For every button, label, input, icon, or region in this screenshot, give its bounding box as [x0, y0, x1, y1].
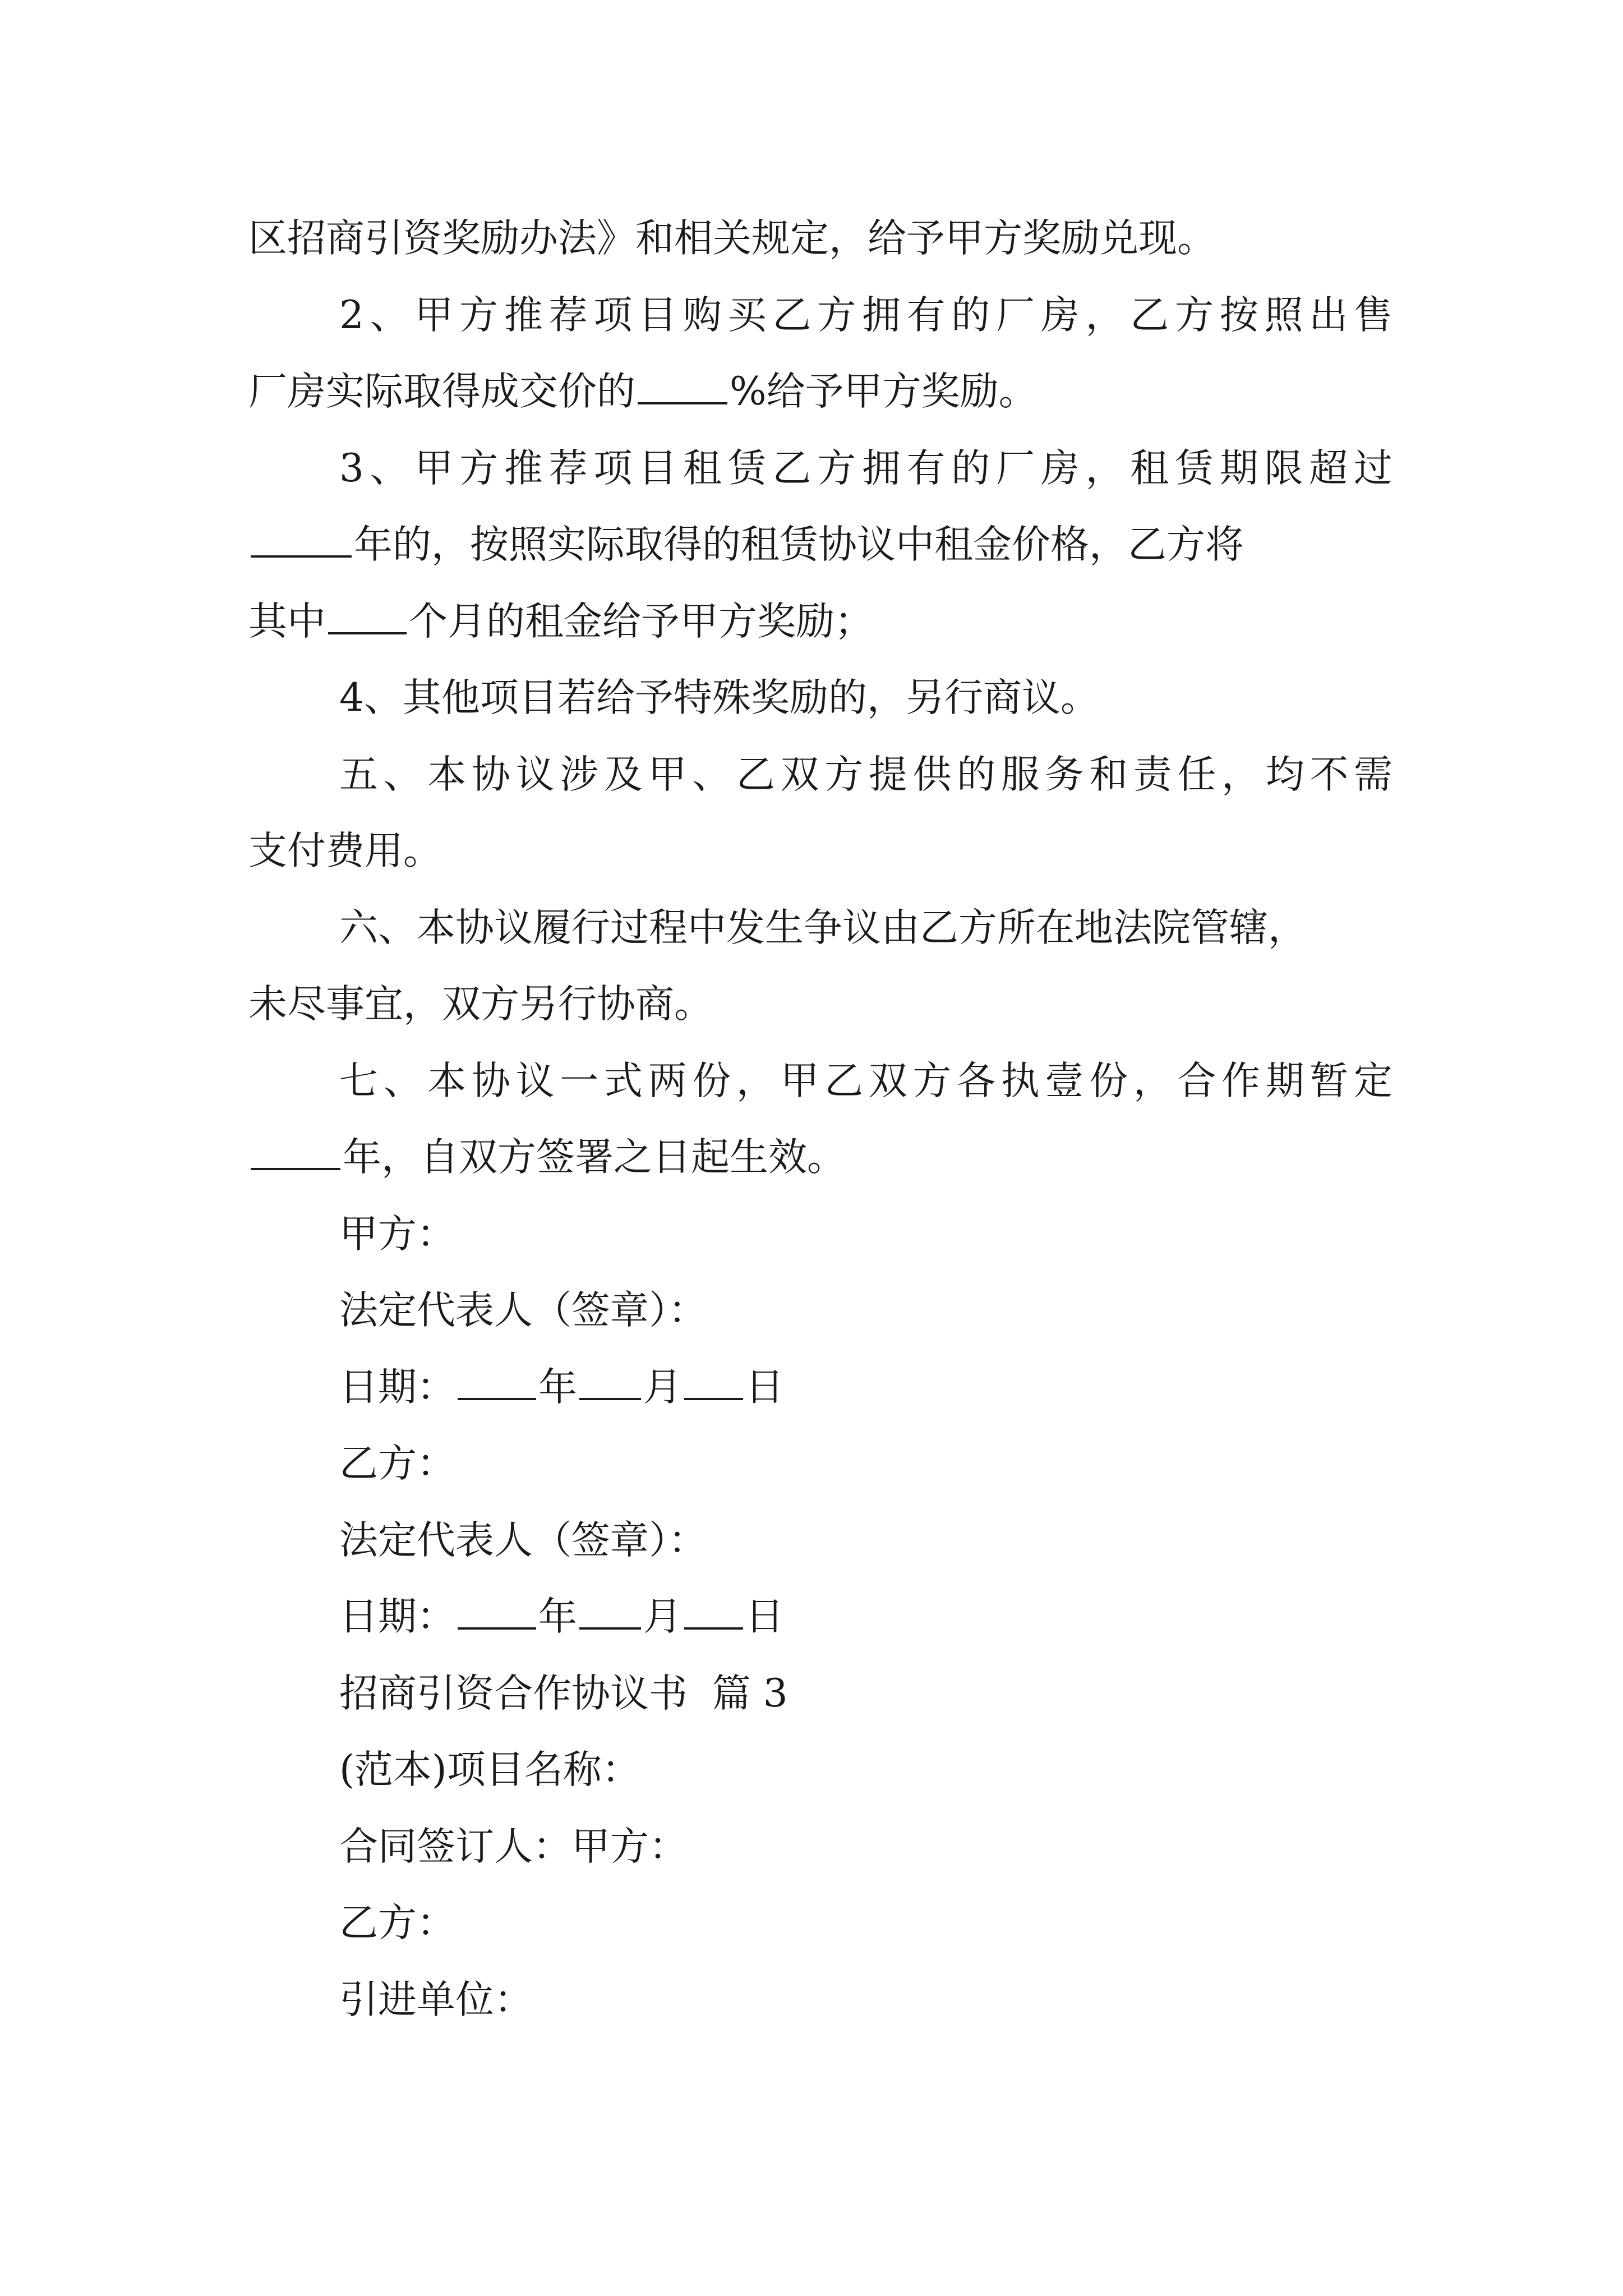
contract-signers-label: 合同签订人：甲方：: [339, 1824, 688, 1869]
date-label: 日期：: [339, 1594, 455, 1639]
paragraph-text: 年的，按照实际取得的租赁协议中租金价格，乙方将: [354, 522, 1244, 567]
document-body: [248, 200, 1393, 2038]
paragraph-line: [248, 507, 1393, 583]
date-line: [248, 1579, 1393, 1655]
paragraph-text: 其中: [248, 599, 326, 644]
month-label: 月: [643, 1364, 682, 1410]
year-label: 年: [538, 1594, 577, 1639]
paragraph-line: 3、甲方推荐项目租赁乙方拥有的厂房，租赁期限超过: [339, 445, 1393, 491]
paragraph-line: 七、本协议一式两份，甲乙双方各执壹份，合作期暂定: [339, 1058, 1393, 1103]
paragraph-line: 六、本协议履行过程中发生争议由乙方所在地法院管辖，: [339, 905, 1307, 950]
party-b-label: 乙方：: [339, 1901, 455, 1945]
fill-in-blank: [684, 1363, 743, 1400]
fill-in-blank: [684, 1593, 743, 1630]
paragraph-line: [248, 1119, 1393, 1196]
fill-in-blank: [458, 1363, 536, 1400]
fill-in-blank: [251, 1133, 340, 1170]
paragraph-line: [248, 353, 1393, 430]
introducing-unit-label: 引进单位：: [339, 1977, 533, 2022]
fill-in-blank: [579, 1363, 641, 1400]
fill-in-blank: [579, 1593, 641, 1630]
fill-in-blank: [328, 597, 407, 634]
project-name-label: (范本)项目名称：: [339, 1747, 640, 1792]
paragraph-line: 区招商引资奖励办法》和相关规定，给予甲方奖励兑现。: [248, 216, 1216, 261]
fill-in-blank: [638, 367, 727, 404]
paragraph-text: 厂房实际取得成交价的: [248, 369, 635, 414]
paragraph-line: 4、其他项目若给予特殊奖励的，另行商议。: [339, 675, 1099, 720]
day-label: 日: [745, 1594, 784, 1639]
paragraph-line: [248, 583, 1393, 660]
paragraph-text: 年，自双方签署之日起生效。: [343, 1135, 846, 1180]
day-label: 日: [745, 1364, 784, 1410]
paragraph-line: 五、本协议涉及甲、乙双方提供的服务和责任，均不需: [339, 752, 1393, 797]
date-line: [248, 1349, 1393, 1426]
legal-representative-label: 法定代表人（签章）：: [339, 1288, 707, 1333]
date-label: 日期：: [339, 1364, 455, 1410]
legal-representative-label: 法定代表人（签章）：: [339, 1517, 707, 1563]
month-label: 月: [643, 1594, 682, 1639]
paragraph-text: 个月的租金给予甲方奖励；: [409, 599, 873, 644]
paragraph-text: %给予甲方奖励。: [730, 369, 1038, 414]
year-label: 年: [538, 1364, 577, 1410]
party-b-label: 乙方：: [339, 1441, 455, 1486]
paragraph-line: 支付费用。: [248, 829, 442, 873]
paragraph-line: 未尽事宜，双方另行协商。: [248, 982, 713, 1027]
fill-in-blank: [251, 521, 352, 558]
party-a-label: 甲方：: [339, 1211, 455, 1257]
section-title: 招商引资合作协议书 篇 3: [339, 1671, 788, 1716]
fill-in-blank: [458, 1593, 536, 1630]
paragraph-line: 2、甲方推荐项目购买乙方拥有的厂房，乙方按照出售: [339, 292, 1393, 338]
